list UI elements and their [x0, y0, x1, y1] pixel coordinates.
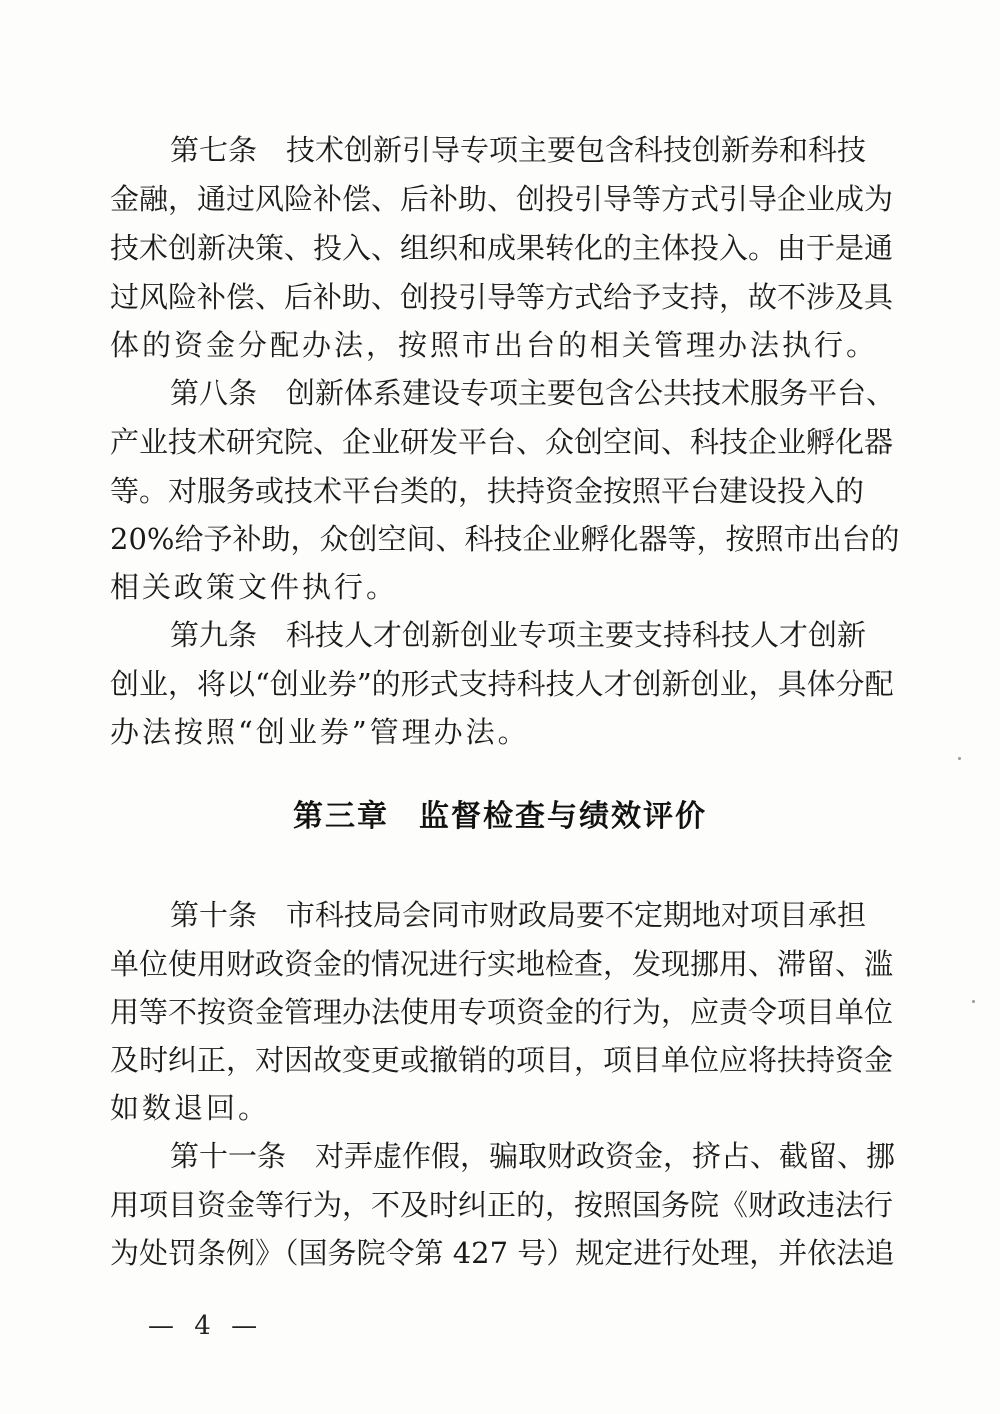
scan-speck	[972, 1000, 975, 1003]
chapter-number: 第三章	[293, 799, 389, 834]
text-line: 第十一条 对弄虚作假，骗取财政资金，挤占、截留、挪	[170, 1139, 896, 1173]
text-line: 如数退回。	[110, 1091, 271, 1125]
text-line: 第七条 技术创新引导专项主要包含科技创新券和科技	[170, 133, 867, 167]
text-line: 等。对服务或技术平台类的，扶持资金按照平台建设投入的	[110, 474, 865, 508]
text-line: 过风险补偿、后补助、创投引导等方式给予支持，故不涉及具	[110, 280, 894, 314]
text-line: 及时纠正，对因故变更或撤销的项目，项目单位应将扶持资金	[110, 1043, 894, 1077]
page-number: — 4 —	[148, 1311, 264, 1341]
text-line: 产业技术研究院、企业研发平台、众创空间、科技企业孵化器	[110, 425, 894, 459]
text-line: 用项目资金等行为，不及时纠正的，按照国务院《财政违法行	[110, 1188, 894, 1222]
text-line: 第八条 创新体系建设专项主要包含公共技术服务平台、	[170, 376, 896, 410]
text-line: 体的资金分配办法，按照市出台的相关管理办法执行。	[110, 328, 879, 362]
text-line: 20%给予补助，众创空间、科技企业孵化器等，按照市出台的	[110, 522, 900, 556]
text-line: 办法按照“创业券”管理办法。	[110, 715, 530, 749]
text-line: 为处罚条例》（国务院令第 427 号）规定进行处理，并依法追	[110, 1236, 895, 1270]
text-line: 单位使用财政资金的情况进行实地检查，发现挪用、滞留、滥	[110, 947, 894, 981]
chapter-heading	[0, 795, 1000, 839]
scan-speck	[958, 757, 961, 760]
text-line: 第十条 市科技局会同市财政局要不定期地对项目承担	[170, 898, 867, 932]
text-line: 金融，通过风险补偿、后补助、创投引导等方式引导企业成为	[110, 182, 894, 216]
chapter-title: 监督检查与绩效评价	[419, 799, 707, 834]
text-line: 用等不按资金管理办法使用专项资金的行为，应责令项目单位	[110, 995, 894, 1029]
text-line: 第九条 科技人才创新创业专项主要支持科技人才创新	[170, 618, 867, 652]
text-line: 创业，将以“创业券”的形式支持科技人才创新创业，具体分配	[110, 667, 894, 701]
text-line: 相关政策文件执行。	[110, 570, 399, 604]
text-line: 技术创新决策、投入、组织和成果转化的主体投入。由于是通	[110, 231, 894, 265]
